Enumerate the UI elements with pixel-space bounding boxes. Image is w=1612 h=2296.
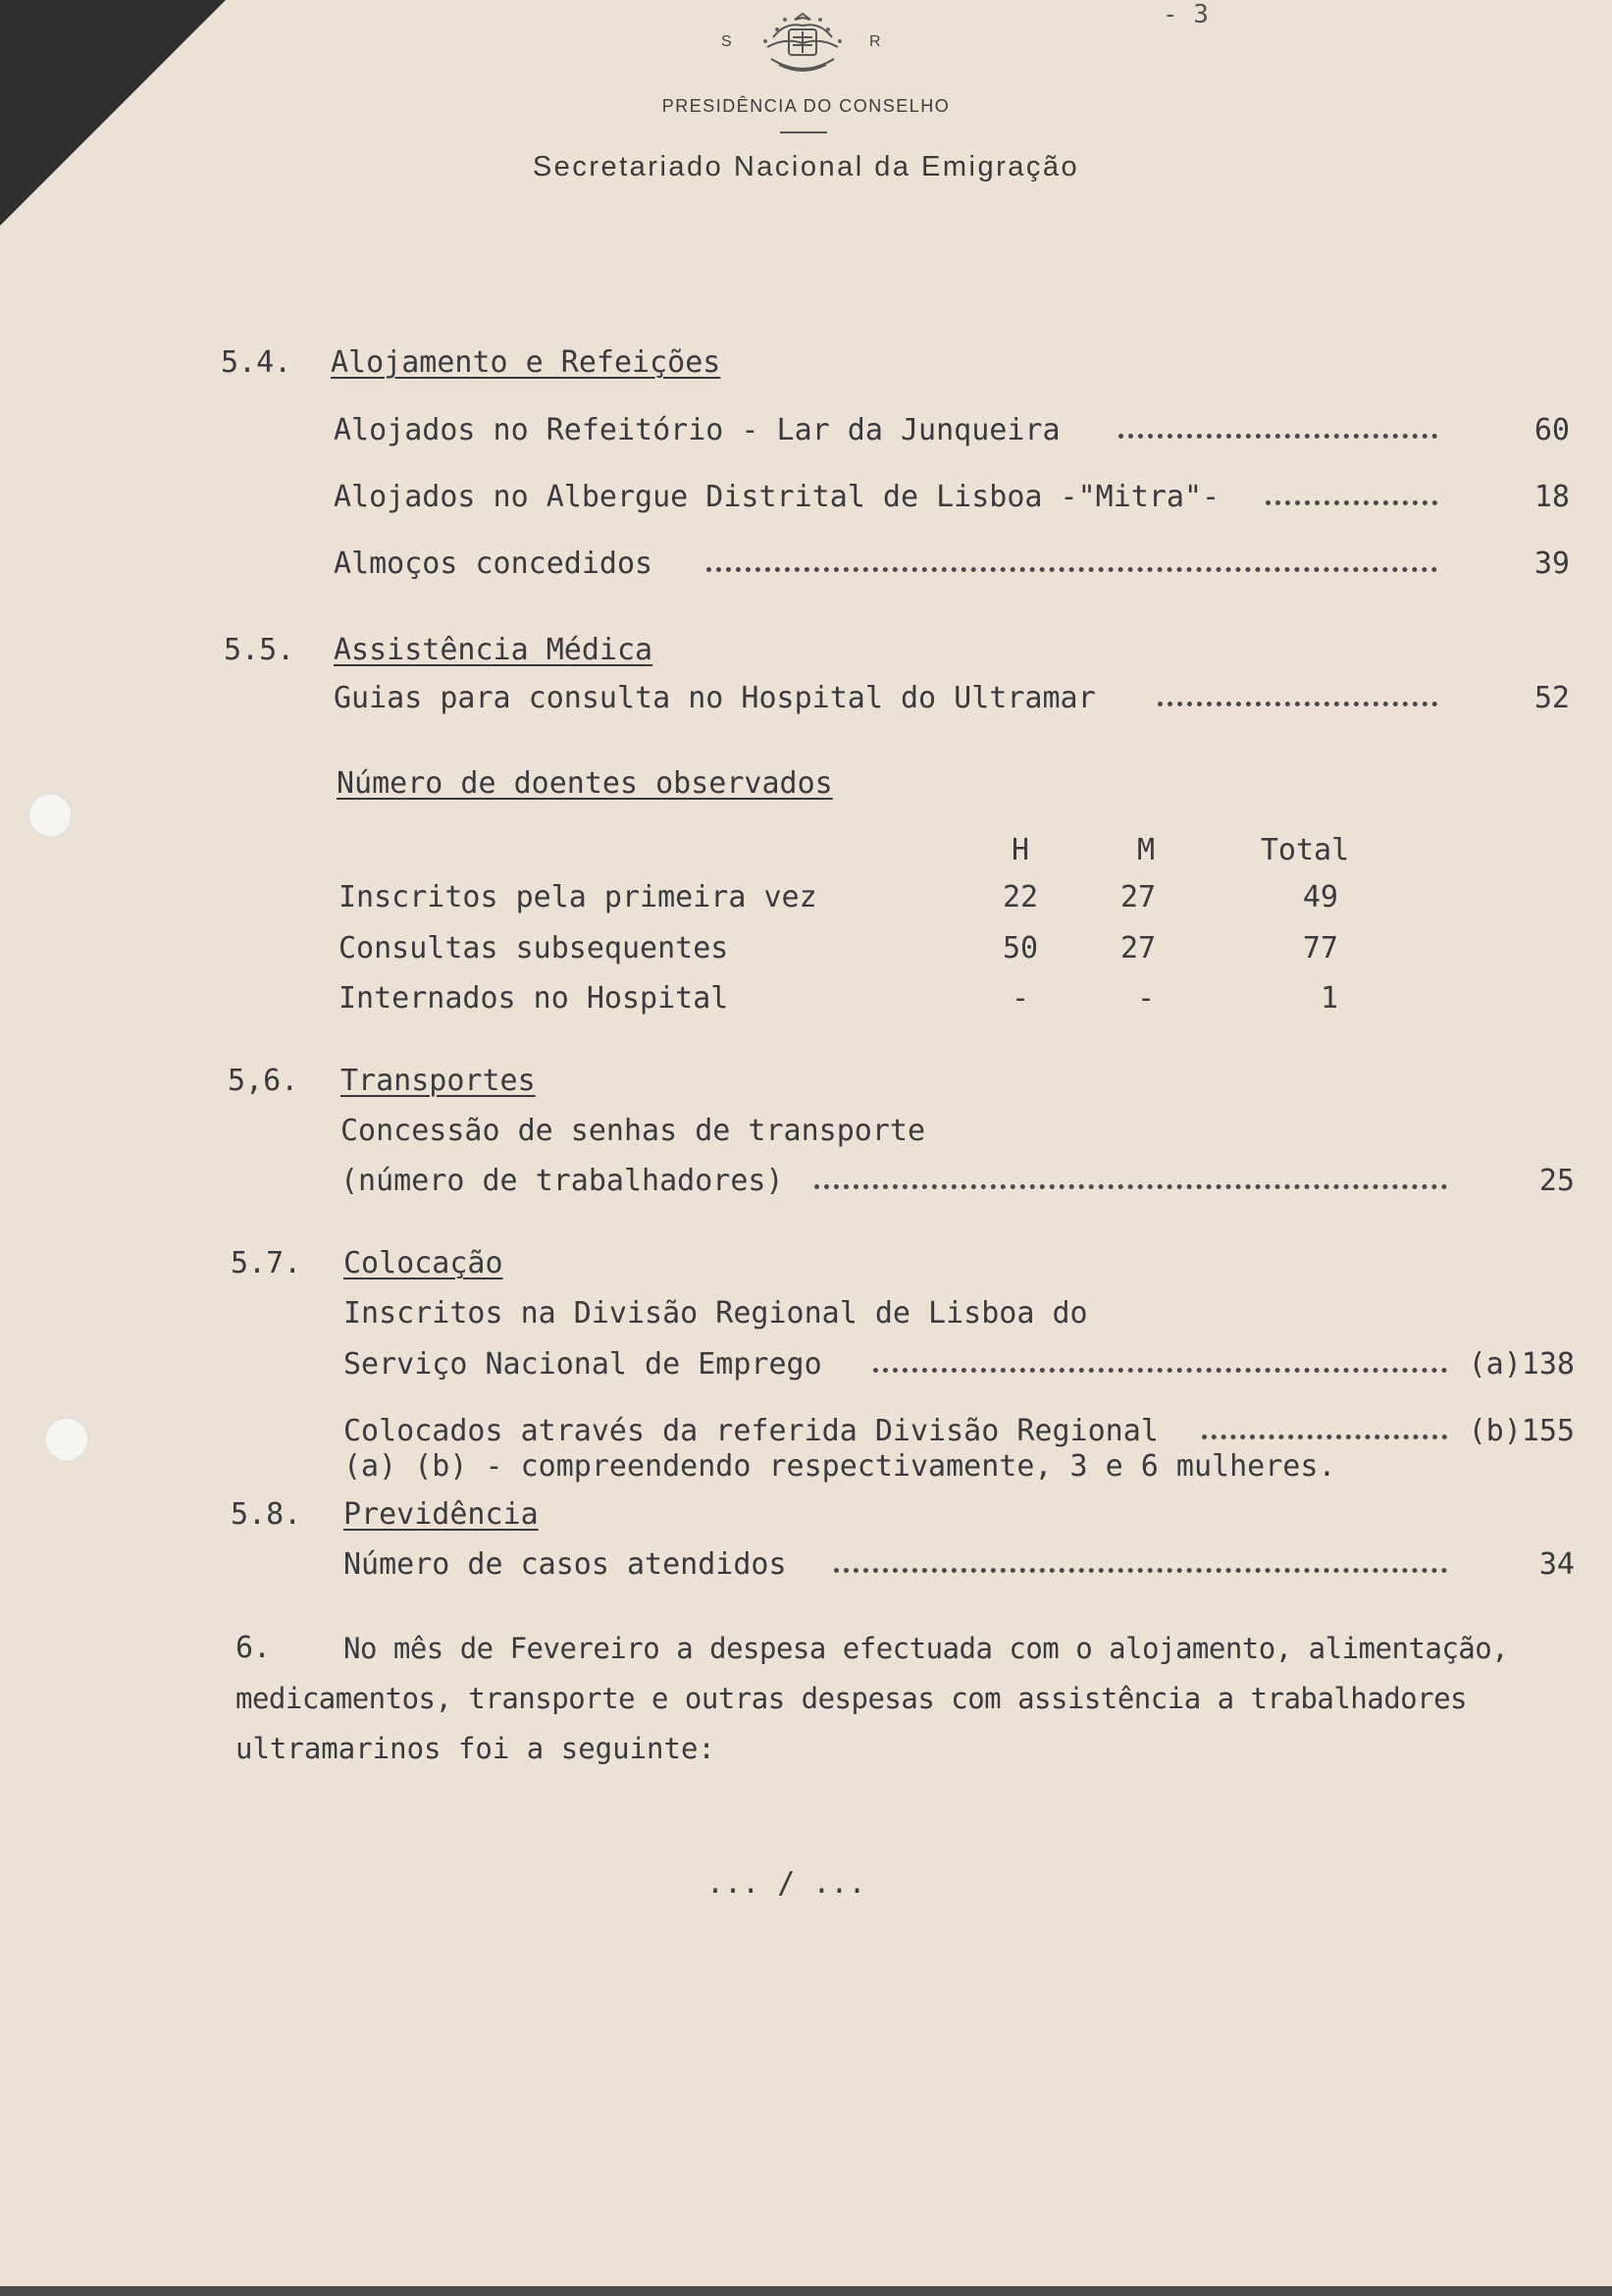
row-value: 60 xyxy=(1534,413,1570,447)
table-cell-total: 77 xyxy=(1302,931,1338,965)
paragraph-line: No mês de Fevereiro a despesa efectuada com o alojamento, alimentação, xyxy=(343,1632,1509,1665)
table-row-label: Consultas subsequentes xyxy=(338,931,729,965)
dot-leader xyxy=(706,561,1437,572)
section-number: 5.7. xyxy=(231,1246,302,1280)
table-cell-h: 22 xyxy=(1002,880,1039,914)
row-label: Alojados no Albergue Distrital de Lisboa -"Mitra"- xyxy=(334,480,1221,514)
dot-leader xyxy=(834,1562,1447,1573)
row-value: (b)155 xyxy=(1468,1414,1575,1448)
row-label: Serviço Nacional de Emprego xyxy=(343,1347,822,1382)
organization-heading: PRESIDÊNCIA DO CONSELHO xyxy=(661,96,951,116)
paragraph-line: ultramarinos foi a seguinte: xyxy=(235,1732,715,1765)
table-row-label: Inscritos pela primeira vez xyxy=(338,880,817,914)
punch-hole xyxy=(44,1417,89,1462)
column-header-total: Total xyxy=(1260,833,1350,867)
organization-name: Secretariado Nacional da Emigração xyxy=(532,151,1080,183)
punch-hole xyxy=(27,793,73,838)
section-number: 5.8. xyxy=(231,1497,302,1532)
row-label: Inscritos na Divisão Regional de Lisboa do xyxy=(343,1296,1088,1331)
dot-leader xyxy=(873,1362,1447,1373)
crest-letter-left: S xyxy=(721,33,732,50)
section-title: Colocação xyxy=(343,1246,503,1280)
section-number: 5.5. xyxy=(224,633,295,667)
continuation-mark: ... / ... xyxy=(706,1866,866,1901)
paragraph-line: medicamentos, transporte e outras despesas com assistência a trabalhadores xyxy=(235,1682,1468,1715)
section-title: Assistência Médica xyxy=(334,633,653,667)
row-label: Guias para consulta no Hospital do Ultramar xyxy=(334,681,1096,715)
row-label: Alojados no Refeitório - Lar da Junqueira xyxy=(334,413,1061,447)
row-value: 39 xyxy=(1534,547,1570,581)
table-row-label: Internados no Hospital xyxy=(338,981,729,1016)
column-header-h: H xyxy=(1011,833,1030,867)
section-number: 5.4. xyxy=(221,345,292,380)
section-title: Transportes xyxy=(340,1064,536,1098)
table-title: Número de doentes observados xyxy=(337,766,833,801)
table-cell-total: 49 xyxy=(1302,880,1338,914)
dot-leader xyxy=(1118,428,1437,439)
dot-leader xyxy=(1158,696,1437,706)
row-value: 25 xyxy=(1538,1164,1575,1198)
table-cell-m: 27 xyxy=(1119,880,1157,914)
row-value: (a)138 xyxy=(1468,1347,1575,1382)
dot-leader xyxy=(1202,1429,1447,1439)
row-label: (número de trabalhadores) xyxy=(340,1164,784,1198)
section-title: Previdência xyxy=(343,1497,539,1532)
page-number: - 3 xyxy=(1163,0,1209,29)
footnote: (a) (b) - compreendendo respectivamente, 3 e 6 mulheres. xyxy=(343,1449,1336,1484)
row-label: Número de casos atendidos xyxy=(343,1547,787,1582)
row-value: 52 xyxy=(1534,681,1570,715)
table-cell-m: 27 xyxy=(1119,931,1157,965)
row-label: Almoços concedidos xyxy=(334,547,653,581)
dot-leader xyxy=(1266,495,1437,505)
table-cell-h: 50 xyxy=(1002,931,1039,965)
heading-divider xyxy=(780,131,827,133)
section-number: 5,6. xyxy=(228,1064,299,1098)
dot-leader xyxy=(814,1178,1447,1189)
row-value: 34 xyxy=(1538,1547,1575,1582)
crest-icon xyxy=(755,8,850,80)
row-label: Concessão de senhas de transporte xyxy=(340,1114,926,1148)
section-title: Alojamento e Refeições xyxy=(331,345,721,380)
column-header-m: M xyxy=(1136,833,1156,867)
section-number: 6. xyxy=(235,1631,272,1665)
row-label: Colocados através da referida Divisão Regional xyxy=(343,1414,1159,1448)
table-cell-m: - xyxy=(1136,981,1156,1016)
table-cell-total: 1 xyxy=(1320,981,1338,1016)
crest-letter-right: R xyxy=(869,33,881,50)
bottom-edge xyxy=(0,2286,1612,2296)
row-value: 18 xyxy=(1534,480,1570,514)
table-cell-h: - xyxy=(1011,981,1030,1016)
